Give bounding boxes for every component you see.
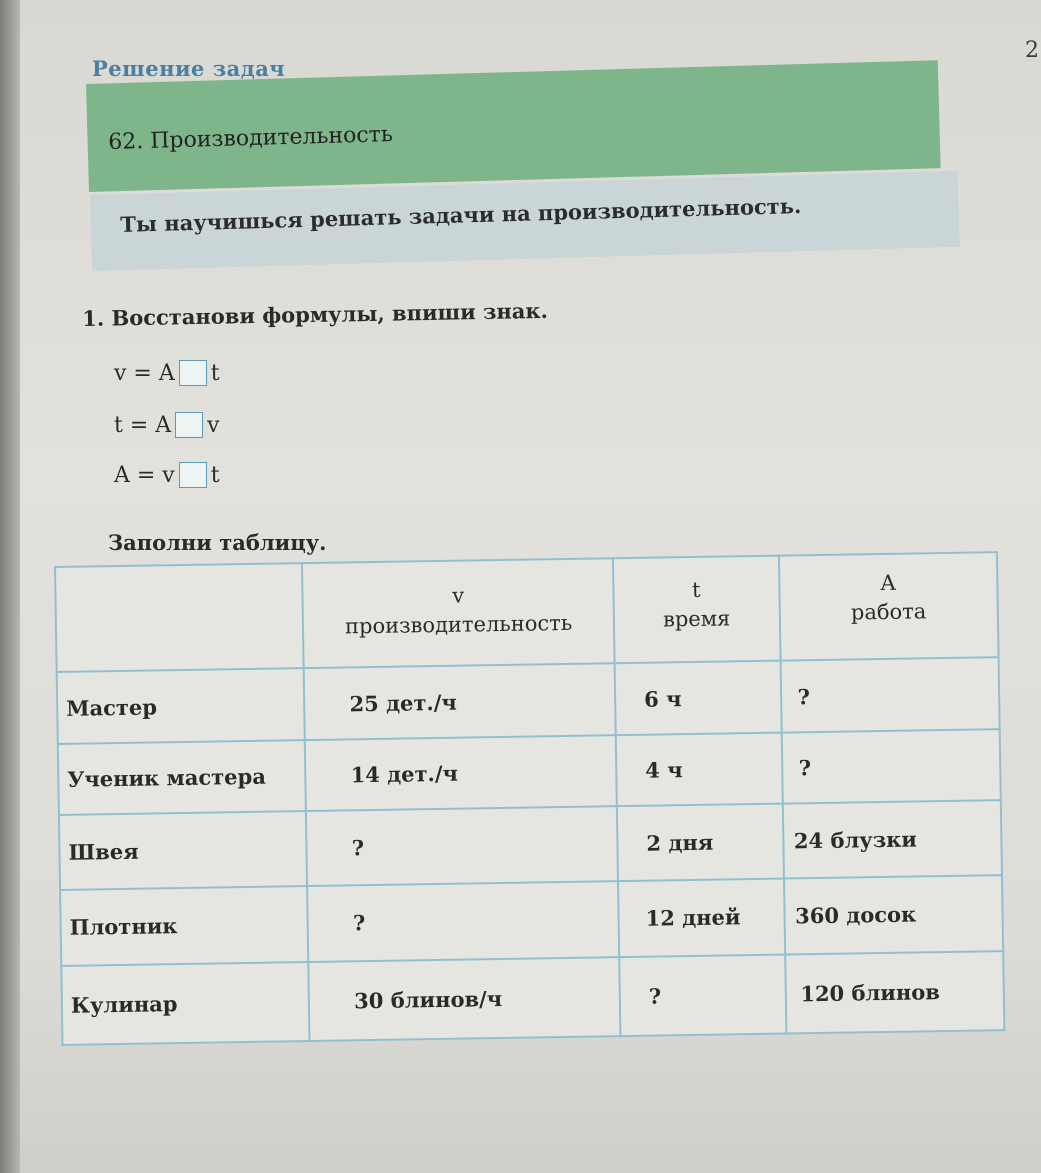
row-name: Швея <box>59 811 307 889</box>
lesson-title: 62. Производительность <box>108 122 394 155</box>
productivity-table <box>54 551 1005 1046</box>
formula-t <box>114 412 220 438</box>
cell-productivity[interactable]: 30 блинов/ч <box>309 957 621 1041</box>
task-1-title: 1. Восстанови формулы, впиши знак. <box>82 297 549 331</box>
formula-right: t <box>210 360 220 386</box>
header-symbol: v <box>452 583 465 608</box>
header-label: работа <box>850 599 927 625</box>
lesson-goal: Ты научишься решать задачи на производительность. <box>120 192 802 237</box>
table-row <box>60 875 1003 966</box>
cell-work[interactable]: 24 блузки <box>782 800 1002 878</box>
book-page-edge <box>0 0 20 1173</box>
fill-table-title: Заполни таблицу. <box>108 530 327 555</box>
cell-work[interactable]: ? <box>780 657 1000 733</box>
cell-productivity[interactable]: ? <box>306 806 618 885</box>
cell-productivity[interactable]: 14 дет./ч <box>305 736 617 811</box>
sign-input-box[interactable] <box>175 412 203 438</box>
header-time <box>613 556 780 663</box>
page-number: 2 <box>1025 38 1039 63</box>
row-name: Мастер <box>57 668 305 744</box>
header-empty-cell <box>55 563 304 672</box>
formula-left: t = A <box>114 412 172 438</box>
section-title: Решение задач <box>92 56 286 81</box>
formula-a <box>114 462 220 488</box>
row-name: Кулинар <box>61 962 310 1045</box>
cell-work[interactable]: 120 блинов <box>785 951 1005 1033</box>
formula-left: A = v <box>114 462 175 488</box>
cell-productivity[interactable]: ? <box>307 881 619 963</box>
cell-time[interactable]: 4 ч <box>616 733 783 806</box>
header-work <box>778 552 998 660</box>
header-label: производительность <box>344 611 573 639</box>
cell-time[interactable]: ? <box>619 955 786 1036</box>
row-name: Плотник <box>60 886 308 967</box>
sign-input-box[interactable] <box>179 462 207 488</box>
header-symbol: A <box>880 570 896 596</box>
header-symbol: t <box>691 577 701 602</box>
cell-work[interactable]: 360 досок <box>784 875 1004 955</box>
table-row <box>61 951 1004 1044</box>
formula-right: t <box>210 462 220 488</box>
header-productivity <box>302 558 614 668</box>
table-header-row <box>55 552 999 672</box>
cell-time[interactable]: 12 дней <box>618 878 785 957</box>
formula-v <box>114 360 220 386</box>
header-label: время <box>662 606 731 632</box>
formula-right: v <box>207 412 220 438</box>
formula-left: v = A <box>114 360 175 386</box>
row-name: Ученик мастера <box>58 741 306 815</box>
cell-productivity[interactable]: 25 дет./ч <box>304 663 616 740</box>
cell-time[interactable]: 6 ч <box>615 660 782 735</box>
cell-work[interactable]: ? <box>781 730 1001 804</box>
sign-input-box[interactable] <box>179 360 207 386</box>
cell-time[interactable]: 2 дня <box>617 804 784 881</box>
